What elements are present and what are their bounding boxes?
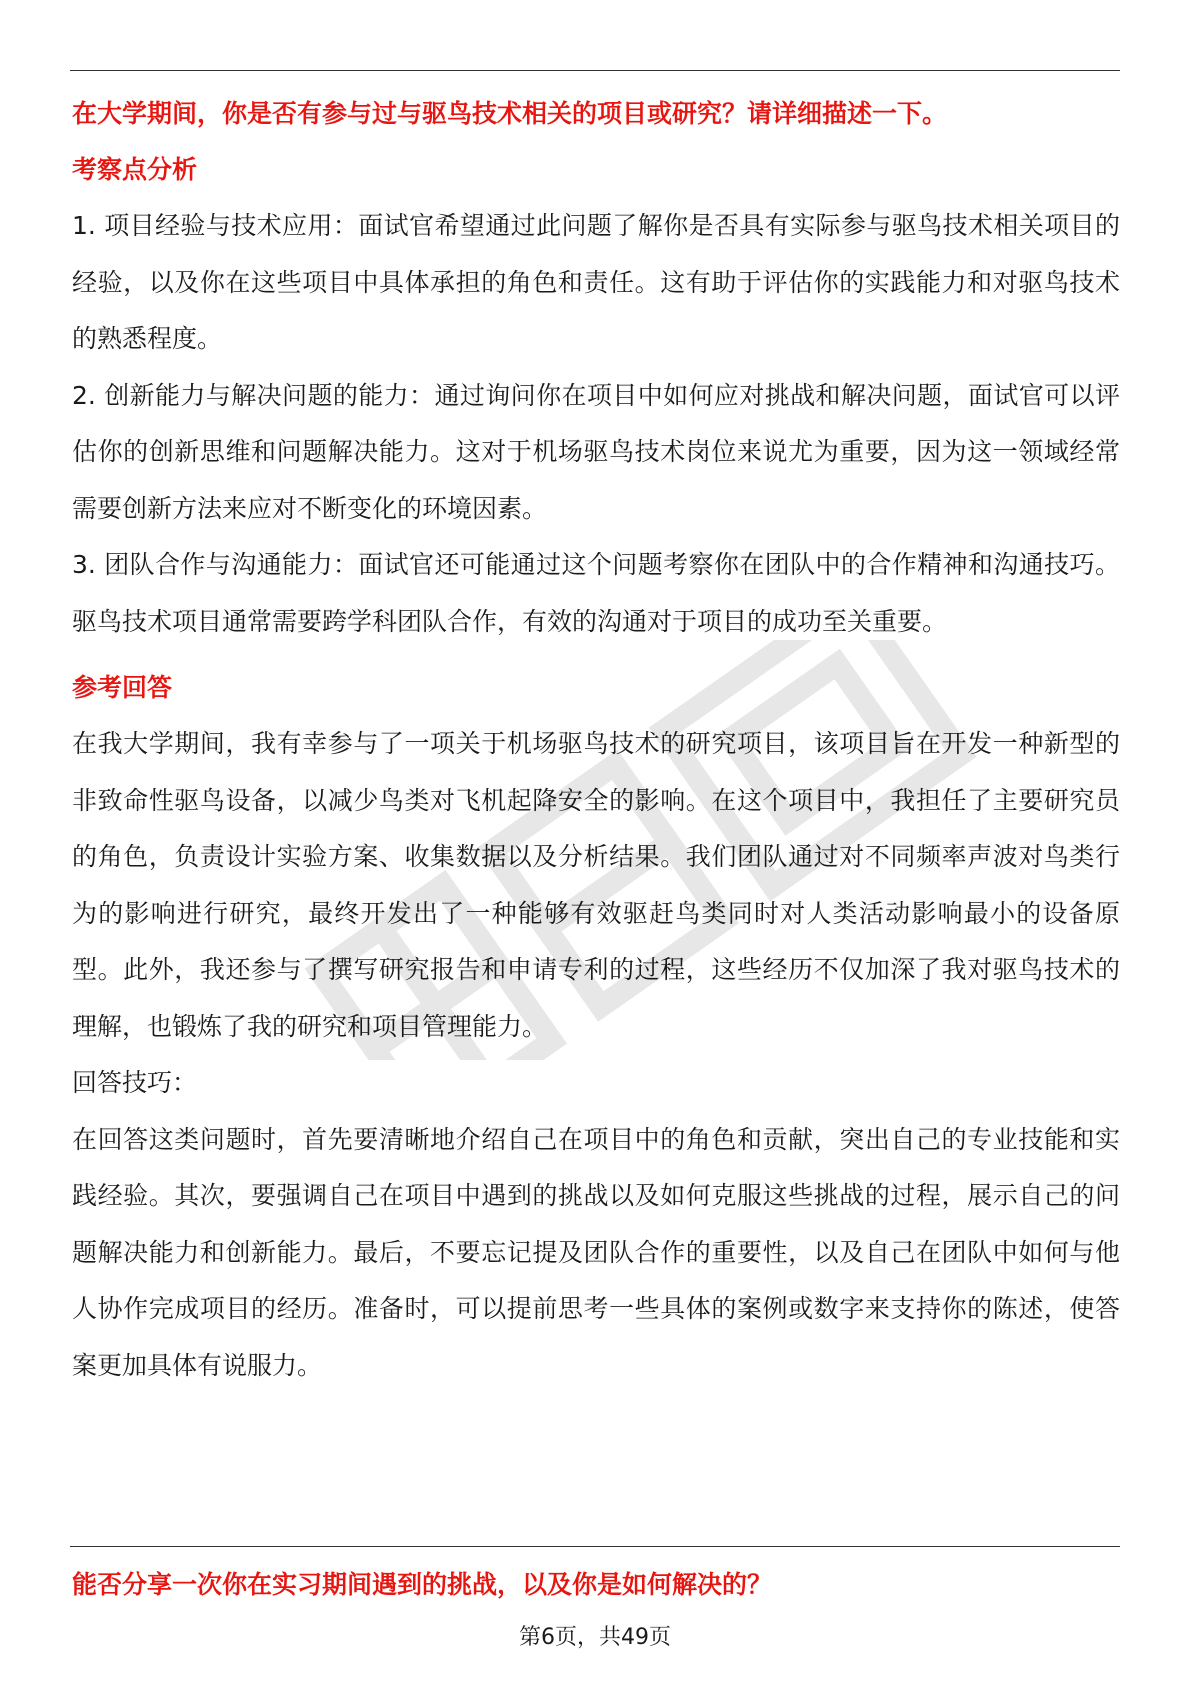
- top-divider: [70, 70, 1120, 71]
- bottom-divider: [70, 1546, 1120, 1547]
- reference-answer-text: 在我大学期间，我有幸参与了一项关于机场驱鸟技术的研究项目，该项目旨在开发一种新型的非致命性驱鸟设备，以减少鸟类对飞机起降安全的影响。在这个项目中，我担任了主要研究员的角色，负责设计实验方案、收集数据以及分析结果。我们团队通过对不同频率声波对鸟类行为的影响进行研究，最终开发出了一种能够有效驱赶鸟类同时对人类活动影响最小的设备原型。此外，我还参与了撰写研究报告和申请专利的过程，这些经历不仅加深了我对驱鸟技术的理解，也锻炼了我的研究和项目管理能力。: [72, 729, 1120, 1041]
- analysis-heading: 考察点分析: [72, 155, 198, 184]
- analysis-point-1: 1. 项目经验与技术应用：面试官希望通过此问题了解你是否具有实际参与驱鸟技术相关项目的经验，以及你在这些项目中具体承担的角色和责任。这有助于评估你的实践能力和对驱鸟技术的熟悉程度。: [72, 211, 1120, 353]
- analysis-point-3: 3. 团队合作与沟通能力：面试官还可能通过这个问题考察你在团队中的合作精神和沟通技巧。驱鸟技术项目通常需要跨学科团队合作，有效的沟通对于项目的成功至关重要。: [72, 550, 1120, 636]
- analysis-point-2: 2. 创新能力与解决问题的能力：通过询问你在项目中如何应对挑战和解决问题，面试官可以评估你的创新思维和问题解决能力。这对于机场驱鸟技术岗位来说尤为重要，因为这一领域经常需要创新方法来应对不断变化的环境因素。: [72, 380, 1120, 523]
- page-number: 第6页，共49页: [519, 1625, 671, 1650]
- question-title: 在大学期间，你是否有参与过与驱鸟技术相关的项目或研究？请详细描述一下。: [72, 99, 948, 128]
- page-content: [72, 86, 1120, 1394]
- answer-tips-text: 在回答这类问题时，首先要清晰地介绍自己在项目中的角色和贡献，突出自己的专业技能和实践经验。其次，要强调自己在项目中遇到的挑战以及如何克服这些挑战的过程，展示自己的问题解决能力和创新能力。最后，不要忘记提及团队合作的重要性，以及自己在团队中如何与他人协作完成项目的经历。准备时，可以提前思考一些具体的案例或数字来支持你的陈述，使答案更加具体有说服力。: [72, 1124, 1120, 1380]
- next-question-title: 能否分享一次你在实习期间遇到的挑战，以及你是如何解决的？: [72, 1570, 773, 1599]
- reference-answer-heading: 参考回答: [72, 673, 173, 702]
- answer-tips-label: 回答技巧：: [72, 1068, 198, 1097]
